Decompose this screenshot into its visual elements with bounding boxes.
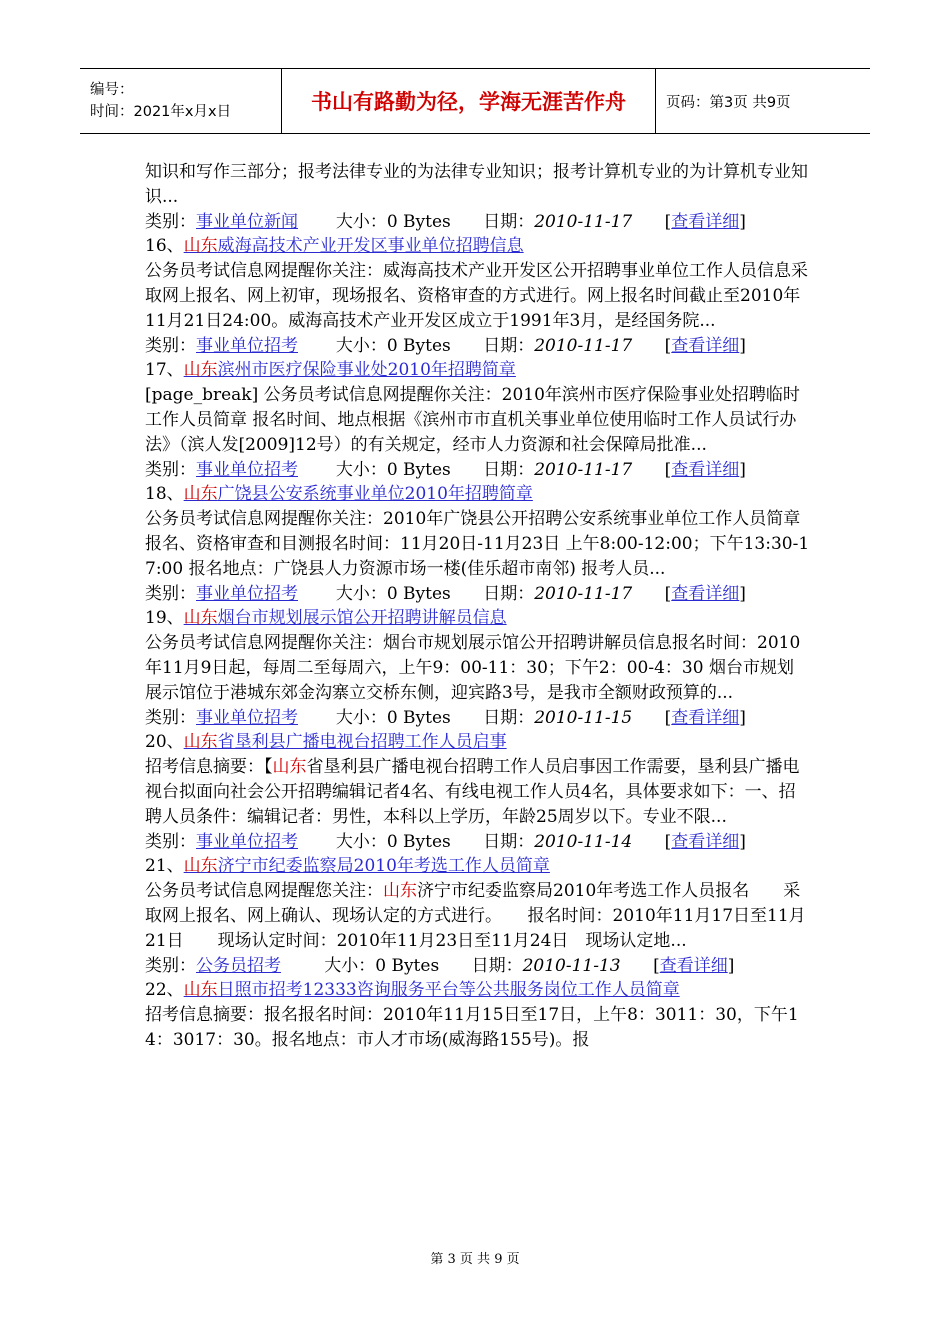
header-motto bbox=[282, 69, 656, 133]
article-meta bbox=[145, 582, 810, 607]
size-label: 大小： bbox=[335, 459, 387, 480]
size-value: 0 Bytes bbox=[386, 583, 451, 604]
category-link[interactable]: 公务员招考 bbox=[196, 955, 281, 976]
category-link[interactable]: 事业单位招考 bbox=[196, 831, 298, 852]
date-value: 2010-11-17 bbox=[534, 335, 633, 356]
summary-keyword: 山东 bbox=[383, 881, 417, 902]
article-title-link[interactable] bbox=[184, 608, 507, 628]
size-value: 0 Bytes bbox=[386, 459, 451, 480]
page-footer bbox=[0, 1248, 950, 1267]
article-meta bbox=[145, 830, 810, 855]
article-title: 省垦利县广播电视台招聘工作人员启事 bbox=[217, 732, 507, 753]
region-keyword: 山东 bbox=[183, 856, 218, 877]
article-title-line bbox=[145, 854, 810, 879]
article-number: 16、 bbox=[145, 236, 184, 257]
article-item bbox=[145, 854, 810, 978]
article-number: 19、 bbox=[145, 608, 184, 629]
date-label: 日期： bbox=[483, 707, 535, 728]
summary-prefix: 公务员考试信息网提醒您关注： bbox=[145, 881, 383, 902]
article-title: 日照市招考12333咨询服务平台等公共服务岗位工作人员简章 bbox=[217, 980, 680, 1001]
view-detail-link[interactable]: 查看详细 bbox=[671, 831, 740, 852]
article-title-line bbox=[145, 978, 810, 1003]
view-detail-link[interactable]: 查看详细 bbox=[659, 955, 728, 976]
date-value: 2010-11-17 bbox=[534, 459, 633, 480]
summary-text: 招考信息摘要：报名报名时间：2010年11月15日至17日，上午8：3011：30，下午14：3017：30。报名地点：市人才市场(威海路155号)。报 bbox=[145, 1005, 799, 1050]
article-number: 20、 bbox=[145, 732, 184, 753]
date-value: 2010-11-15 bbox=[534, 707, 633, 728]
header-right bbox=[656, 69, 870, 133]
bracket-open: [ bbox=[664, 211, 672, 232]
article-meta bbox=[145, 334, 810, 359]
article-summary bbox=[145, 507, 810, 581]
size-value: 0 Bytes bbox=[386, 831, 451, 852]
header-left bbox=[80, 69, 282, 133]
region-keyword: 山东 bbox=[183, 732, 218, 753]
bracket-close: ] bbox=[739, 583, 746, 604]
article-title-line bbox=[145, 234, 810, 259]
summary-text: 省垦利县广播电视台招聘工作人员启事因工作需要，垦利县广播电视台拟面向社会公开招聘编辑记者4名、有线电视工作人员4名，具体要求如下：一、招聘人员条件：编辑记者：男性，本科以上学历，年龄25周岁以下。专业不限... bbox=[145, 757, 800, 827]
region-keyword: 山东 bbox=[183, 980, 218, 1001]
bracket-close: ] bbox=[739, 335, 746, 356]
date-label: 日期： bbox=[483, 831, 535, 852]
article-meta bbox=[145, 458, 810, 483]
article-number: 18、 bbox=[145, 484, 184, 505]
motto-text: 书山有路勤为径，学海无涯苦作舟 bbox=[311, 90, 626, 114]
category-label: 类别： bbox=[145, 211, 196, 232]
date-label: 日期： bbox=[483, 583, 535, 604]
article-summary bbox=[145, 383, 810, 457]
summary-text: [page_break] 公务员考试信息网提醒你关注：2010年滨州市医疗保险事业处招聘临时工作人员简章 报名时间、地点根据《滨州市市直机关事业单位使用临时工作人员试行办法》（滨人发[2009]12号）的有关规定，经市人力资源和社会保障局批准... bbox=[145, 385, 800, 455]
article-title-line bbox=[145, 482, 810, 507]
page-indicator: 页码：第3页 共9页 bbox=[666, 94, 791, 111]
article-title: 广饶县公安系统事业单位2010年招聘简章 bbox=[217, 484, 533, 505]
size-label: 大小： bbox=[324, 955, 376, 976]
category-link[interactable]: 事业单位招考 bbox=[196, 459, 298, 480]
date-label: 日期： bbox=[483, 211, 535, 232]
article-meta bbox=[145, 706, 810, 731]
bracket-open: [ bbox=[664, 707, 672, 728]
document-time: 时间：2021年x月x日 bbox=[90, 104, 232, 120]
region-keyword: 山东 bbox=[183, 484, 218, 505]
category-label: 类别： bbox=[145, 955, 196, 976]
article-title: 烟台市规划展示馆公开招聘讲解员信息 bbox=[217, 608, 507, 629]
footer-page-number: 第 3 页 共 9 页 bbox=[430, 1252, 520, 1267]
article-title-link[interactable] bbox=[184, 732, 507, 752]
region-keyword: 山东 bbox=[183, 360, 218, 381]
category-label: 类别： bbox=[145, 335, 196, 356]
date-value: 2010-11-17 bbox=[534, 211, 633, 232]
category-label: 类别： bbox=[145, 831, 196, 852]
view-detail-link[interactable]: 查看详细 bbox=[671, 707, 740, 728]
size-label: 大小： bbox=[335, 583, 387, 604]
article-item bbox=[145, 358, 810, 482]
bracket-open: [ bbox=[664, 583, 672, 604]
article-item bbox=[145, 730, 810, 854]
category-label: 类别： bbox=[145, 707, 196, 728]
category-label: 类别： bbox=[145, 583, 196, 604]
summary-text: 公务员考试信息网提醒你关注：2010年广饶县公开招聘公安系统事业单位工作人员简章 报名、资格审查和目测报名时间：11月20日-11月23日 上午8:00-12:00；下午13:30-17:00 报名地点：广饶县人力资源市场一楼(佳乐超市南邻) 报考人员... bbox=[145, 509, 810, 579]
view-detail-link[interactable]: 查看详细 bbox=[671, 583, 740, 604]
article-summary bbox=[145, 631, 810, 705]
view-detail-link[interactable]: 查看详细 bbox=[671, 459, 740, 480]
size-value: 0 Bytes bbox=[386, 211, 451, 232]
document-body bbox=[145, 160, 810, 1053]
article-summary bbox=[145, 1003, 810, 1053]
intro-text: 知识和写作三部分；报考法律专业的为法律专业知识；报考计算机专业的为计算机专业知识... bbox=[145, 162, 808, 207]
article-number: 17、 bbox=[145, 360, 184, 381]
article-list bbox=[145, 234, 810, 1052]
size-label: 大小： bbox=[335, 211, 387, 232]
article-title-line bbox=[145, 730, 810, 755]
view-detail-link[interactable]: 查看详细 bbox=[671, 211, 740, 232]
summary-text: 济宁市纪委监察局2010年考选工作人员报名 采取网上报名、网上确认、现场认定的方式进行。 报名时间：2010年11月17日至11月21日 现场认定时间：2010年11月23日至11月24日 现场认定地... bbox=[145, 881, 806, 951]
size-label: 大小： bbox=[335, 335, 387, 356]
document-number: 编号： bbox=[90, 82, 134, 98]
date-value: 2010-11-17 bbox=[534, 583, 633, 604]
article-title: 济宁市纪委监察局2010年考选工作人员简章 bbox=[217, 856, 550, 877]
article-item bbox=[145, 234, 810, 358]
article-item bbox=[145, 482, 810, 606]
size-label: 大小： bbox=[335, 831, 387, 852]
article-summary bbox=[145, 879, 810, 953]
summary-keyword: 山东 bbox=[272, 757, 307, 778]
bracket-open: [ bbox=[653, 955, 660, 976]
bracket-close: ] bbox=[739, 707, 746, 728]
article-meta bbox=[145, 954, 810, 979]
category-link[interactable]: 事业单位招考 bbox=[196, 583, 298, 604]
article-summary bbox=[145, 755, 810, 829]
bracket-close: ] bbox=[739, 459, 746, 480]
bracket-open: [ bbox=[664, 459, 672, 480]
article-title-line bbox=[145, 606, 810, 631]
article-summary bbox=[145, 259, 810, 333]
region-keyword: 山东 bbox=[183, 236, 218, 257]
date-label: 日期： bbox=[483, 335, 535, 356]
category-link[interactable]: 事业单位招考 bbox=[196, 707, 298, 728]
size-value: 0 Bytes bbox=[386, 707, 451, 728]
article-number: 21、 bbox=[145, 856, 184, 877]
article-title-link[interactable] bbox=[184, 360, 516, 380]
article-item bbox=[145, 978, 810, 1052]
article-title-line bbox=[145, 358, 810, 383]
bracket-open: [ bbox=[664, 335, 672, 356]
article-number: 22、 bbox=[145, 980, 184, 1001]
bracket-close: ] bbox=[727, 955, 735, 976]
bracket-open: [ bbox=[664, 831, 672, 852]
article-title: 滨州市医疗保险事业处2010年招聘简章 bbox=[217, 360, 516, 381]
date-label: 日期： bbox=[483, 459, 535, 480]
article-title: 威海高技术产业开发区事业单位招聘信息 bbox=[217, 236, 524, 257]
article-item bbox=[145, 606, 810, 730]
bracket-close: ] bbox=[739, 831, 746, 852]
article-title-link[interactable] bbox=[184, 484, 533, 504]
intro-meta bbox=[145, 210, 810, 235]
date-label: 日期： bbox=[471, 955, 523, 976]
bracket-close: ] bbox=[739, 211, 746, 232]
category-label: 类别： bbox=[145, 459, 196, 480]
category-link[interactable]: 事业单位新闻 bbox=[196, 211, 298, 232]
size-value: 0 Bytes bbox=[375, 955, 440, 976]
size-value: 0 Bytes bbox=[386, 335, 451, 356]
date-value: 2010-11-14 bbox=[534, 831, 633, 852]
article-title-link[interactable] bbox=[184, 236, 524, 256]
article-title-link[interactable] bbox=[184, 980, 680, 1000]
region-keyword: 山东 bbox=[183, 608, 218, 629]
date-value: 2010-11-13 bbox=[522, 955, 621, 976]
view-detail-link[interactable]: 查看详细 bbox=[671, 335, 740, 356]
size-label: 大小： bbox=[335, 707, 387, 728]
summary-prefix: 招考信息摘要：【 bbox=[145, 757, 273, 778]
article-title-link[interactable] bbox=[184, 856, 550, 876]
summary-text: 公务员考试信息网提醒你关注：威海高技术产业开发区公开招聘事业单位工作人员信息采取网上报名、网上初审，现场报名、资格审查的方式进行。网上报名时间截止至2010年11月21日24:00。威海高技术产业开发区成立于1991年3月，是经国务院... bbox=[145, 261, 808, 331]
category-link[interactable]: 事业单位招考 bbox=[196, 335, 298, 356]
page-header bbox=[80, 68, 870, 134]
summary-text: 公务员考试信息网提醒你关注：烟台市规划展示馆公开招聘讲解员信息报名时间：2010年11月9日起，每周二至每周六，上午9：00-11：30；下午2：00-4：30 烟台市规划展示馆位于港城东郊金沟寨立交桥东侧，迎宾路3号，是我市全额财政预算的... bbox=[145, 633, 801, 703]
